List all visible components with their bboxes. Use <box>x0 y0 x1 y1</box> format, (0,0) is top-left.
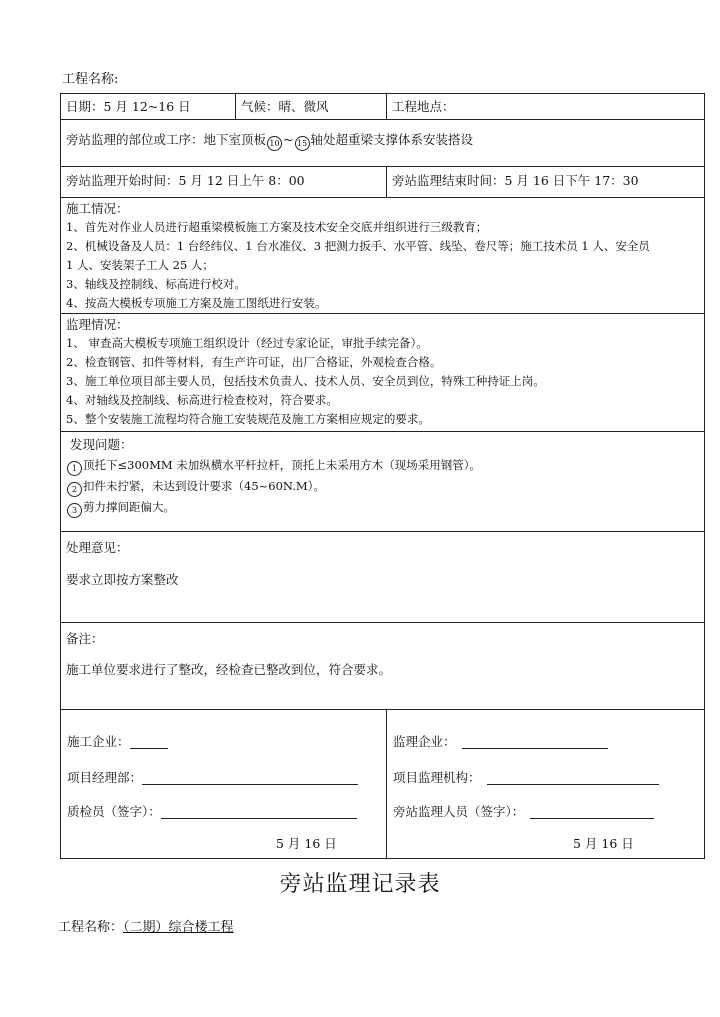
form-title: 旁站监理记录表 <box>279 872 441 897</box>
construction-cell <box>61 198 705 314</box>
issue-item <box>66 455 699 476</box>
part-suffix: 轴处超重梁支撑体系安装搭设 <box>310 132 474 147</box>
footer-project <box>58 916 234 935</box>
issue-text: 扣件未拧紧，未达到设计要求（45~60N.M）。 <box>83 479 325 493</box>
contractor-company-blank[interactable] <box>130 734 168 749</box>
project-manager-label: 项目经理部： <box>67 770 143 785</box>
issues-title: 发现问题： <box>70 437 133 452</box>
supervision-title: 监理情况： <box>66 317 129 332</box>
onsite-supervisor <box>393 802 654 821</box>
supervision-org <box>393 768 659 787</box>
inspector-signature-blank[interactable] <box>161 804 357 819</box>
supervision-org-blank[interactable] <box>487 770 659 785</box>
supervision-company <box>393 732 608 751</box>
footer-project-label: 工程名称： <box>58 920 124 935</box>
contractor-company-label: 施工企业： <box>67 734 130 749</box>
circled-number-10: 10 <box>267 136 282 151</box>
remarks-text: 施工单位要求进行了整改，经检查已整改到位，符合要求。 <box>66 662 392 677</box>
handling-row <box>61 532 705 623</box>
issues-row <box>61 432 705 532</box>
contractor-signature-cell <box>61 710 387 859</box>
remarks-title: 备注： <box>66 631 104 646</box>
onsite-supervisor-label: 旁站监理人员（签字）： <box>393 804 525 819</box>
supervision-company-blank[interactable] <box>462 734 608 749</box>
supervision-cell <box>61 314 705 432</box>
signature-row <box>61 710 705 859</box>
construction-line: 1 人、安装架子工人 25 人； <box>66 258 214 272</box>
contractor-company <box>67 732 168 751</box>
inspector <box>67 802 357 821</box>
supervision-org-label: 项目监理机构： <box>393 770 481 785</box>
supervision-record-table <box>60 93 705 859</box>
construction-line: 2、机械设备及人员：1 台经纬仪、1 台水准仪、3 把测力扳手、水平管、线坠、卷尺等；施工技术员 1 人、安全员 <box>66 239 650 253</box>
supervisor-signature-cell <box>387 710 705 859</box>
issue-text: 剪力撑间距偏大。 <box>83 500 175 514</box>
supervisor-date: 5 月 16 日 <box>573 836 634 851</box>
circled-number-icon: 3 <box>67 503 82 518</box>
issue-item <box>66 497 699 518</box>
circled-number-icon: 2 <box>67 482 82 497</box>
issues-cell <box>61 432 705 532</box>
supervision-line: 2、检查钢管、扣件等材料，有生产许可证，出厂合格证，外观检查合格。 <box>66 355 442 369</box>
remarks-row <box>61 623 705 710</box>
project-manager <box>67 768 358 787</box>
handling-cell <box>61 532 705 623</box>
issue-text: 顶托下≤300MM 未加纵横水平杆拉杆，顶托上未采用方木（现场采用钢管）。 <box>83 458 482 472</box>
contractor-date: 5 月 16 日 <box>276 836 337 851</box>
project-name-label: 工程名称: <box>62 72 119 87</box>
handling-title: 处理意见： <box>66 540 129 555</box>
part-row <box>61 120 705 167</box>
part-separator: ~ <box>283 132 294 147</box>
circled-number-15: 15 <box>295 136 310 151</box>
supervision-company-label: 监理企业： <box>393 734 456 749</box>
construction-title: 施工情况： <box>66 201 129 216</box>
date-cell: 日期：5 月 12~16 日 <box>61 94 236 120</box>
construction-line: 3、轴线及控制线、标高进行校对。 <box>66 277 246 291</box>
start-time-cell: 旁站监理开始时间：5 月 12 日上午 8：00 <box>61 167 387 198</box>
supervision-row <box>61 314 705 432</box>
project-manager-blank[interactable] <box>142 770 358 785</box>
end-time-cell: 旁站监理结束时间：5 月 16 日下午 17：30 <box>387 167 705 198</box>
issue-item <box>66 476 699 497</box>
construction-row <box>61 198 705 314</box>
weather-cell: 气候：晴、微风 <box>236 94 387 120</box>
onsite-supervisor-blank[interactable] <box>530 804 654 819</box>
supervision-line: 1、 审查高大模板专项施工组织设计（经过专家论证，审批手续完备）。 <box>66 336 428 350</box>
circled-number-icon: 1 <box>67 461 82 476</box>
time-row <box>61 167 705 198</box>
construction-line: 4、按高大模板专项施工方案及施工图纸进行安装。 <box>66 296 327 310</box>
location-cell: 工程地点： <box>387 94 705 120</box>
footer-project-value: （二期）综合楼工程 <box>123 920 234 935</box>
part-cell <box>61 120 705 167</box>
supervision-line: 4、对轴线及控制线、标高进行检查校对，符合要求。 <box>66 393 338 407</box>
handling-text: 要求立即按方案整改 <box>66 572 179 587</box>
remarks-cell <box>61 623 705 710</box>
supervision-line: 5、整个安装施工流程均符合施工安装规范及施工方案相应规定的要求。 <box>66 412 430 426</box>
part-prefix: 旁站监理的部位或工序：地下室顶板 <box>66 132 267 147</box>
construction-line: 1、首先对作业人员进行超重梁模板施工方案及技术安全交底并组织进行三级教育； <box>66 220 488 234</box>
inspector-label: 质检员（签字）： <box>67 804 161 819</box>
info-row <box>61 94 705 120</box>
supervision-line: 3、施工单位项目部主要人员，包括技术负责人、技术人员、安全员到位，特殊工种持证上岗。 <box>66 374 545 388</box>
